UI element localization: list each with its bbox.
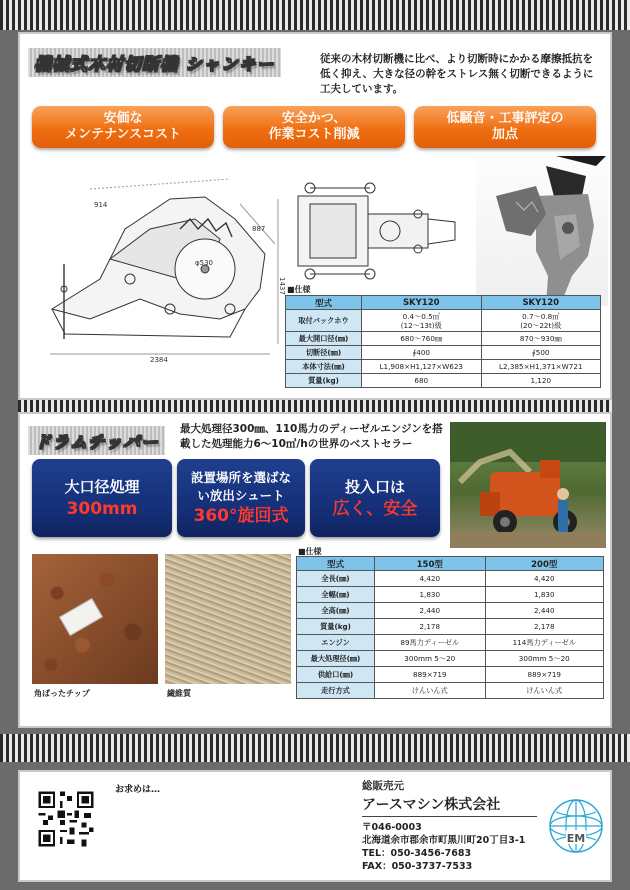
company-divider <box>362 816 537 817</box>
inquiry-label: お求めは… <box>115 785 161 795</box>
spec-cell: 680 <box>362 374 482 388</box>
shanky-feature-2 <box>223 106 405 148</box>
company-address-block <box>362 821 525 873</box>
tel[interactable]: TEL：050-3456-7683 <box>362 848 472 859</box>
fibrous-chip-caption: 繊維質 <box>167 689 191 698</box>
chipper-feature-2 <box>177 459 305 537</box>
chipper-spec-table <box>296 556 604 699</box>
spec-header-a: SKY120 <box>362 296 482 310</box>
spec-cell: 0.4～0.5㎥ (12～13t)級 <box>362 310 482 332</box>
spec-row-label: 全幅(㎜) <box>297 587 375 603</box>
dim-1437: 1437 <box>278 277 286 295</box>
spec-cell: 300mm 5～20 <box>375 651 486 667</box>
spec-cell: 870～930㎜ <box>481 332 601 346</box>
spec-cell: 889×719 <box>485 667 603 683</box>
svg-text:EM: EM <box>566 832 586 845</box>
shanky-panel <box>18 32 612 400</box>
spec-cell: けんいん式 <box>375 683 486 699</box>
shanky-intro: 従来の木材切断機に比べ、より切断時にかかる摩擦抵抗を低く抑え、大きな径の幹をストレス無く切断できるように工夫しています。 <box>320 53 594 95</box>
feature-2-line1: 安全かつ、 <box>281 111 347 126</box>
angular-chip-photo-detail <box>59 598 103 636</box>
shanky-feature-3 <box>414 106 596 148</box>
spec-row-label: 本体寸法(㎜) <box>286 360 362 374</box>
angular-chip-photo <box>32 554 158 684</box>
shanky-spec-table <box>285 295 601 388</box>
spec-header-b: 200型 <box>485 557 603 571</box>
shanky-side-drawing <box>30 159 285 364</box>
spec-row-label: 供給口(㎜) <box>297 667 375 683</box>
spec-row-label: 走行方式 <box>297 683 375 699</box>
spec-cell: 4,420 <box>485 571 603 587</box>
spec-cell: 0.7～0.8㎥ (20～22t)級 <box>481 310 601 332</box>
spec-cell: 2,178 <box>485 619 603 635</box>
shanky-spec-caption: ■仕様 <box>287 285 311 294</box>
feature-1-line1: 安価な <box>103 111 143 126</box>
spec-header-model: 型式 <box>297 557 375 571</box>
spec-cell: 680～760㎜ <box>362 332 482 346</box>
feature-3-red: 広く、安全 <box>332 499 418 519</box>
spec-cell: 89馬力ディーゼル <box>375 635 486 651</box>
fax: FAX：050-3737-7533 <box>362 861 473 872</box>
shanky-feature-1 <box>32 106 214 148</box>
angular-chip-caption: 角ばったチップ <box>34 689 90 698</box>
shanky-photo <box>476 156 608 306</box>
spec-cell: ∮500 <box>481 346 601 360</box>
feature-3-white: 投入口は <box>344 478 405 496</box>
qr-code-icon[interactable] <box>36 789 96 849</box>
spec-header-b: SKY120 <box>481 296 601 310</box>
top-stripe-band <box>0 0 630 30</box>
spec-row-label: 最大処理径(㎜) <box>297 651 375 667</box>
feature-2-line2: 作業コスト削減 <box>268 127 360 142</box>
spec-cell: 300mm 5～20 <box>485 651 603 667</box>
spec-row-label: 質量(kg) <box>297 619 375 635</box>
feature-2-red: 360°旋回式 <box>193 506 289 526</box>
shanky-top-drawing <box>290 174 465 284</box>
spec-row-label: 質量(kg) <box>286 374 362 388</box>
spec-row-label: エンジン <box>297 635 375 651</box>
feature-3-line2: 加点 <box>491 127 518 142</box>
bottom-stripe-band <box>0 734 630 762</box>
shanky-title: 機械式木材切断機 シャンキー <box>28 48 281 77</box>
dim-887: 887 <box>252 225 266 233</box>
spec-header-model: 型式 <box>286 296 362 310</box>
feature-2-white: 設置場所を選ばない放出シュート <box>190 470 291 503</box>
spec-cell: 1,830 <box>375 587 486 603</box>
feature-1-line2: メンテナンスコスト <box>65 127 181 142</box>
spec-cell: 1,120 <box>481 374 601 388</box>
company-name: アースマシン株式会社 <box>362 797 501 813</box>
spec-cell: けんいん式 <box>485 683 603 699</box>
spec-cell: 2,178 <box>375 619 486 635</box>
chipper-panel <box>18 412 612 728</box>
section-separator <box>18 400 612 412</box>
chipper-feature-1 <box>32 459 172 537</box>
fibrous-chip-photo <box>165 554 291 684</box>
earth-machine-logo-icon <box>548 798 604 854</box>
spec-cell: L2,385×H1,371×W721 <box>481 360 601 374</box>
spec-cell: 2,440 <box>375 603 486 619</box>
spec-cell: L1,908×H1,127×W623 <box>362 360 482 374</box>
dim-2384: 2384 <box>150 356 168 364</box>
seller-label: 総販売元 <box>362 780 404 792</box>
spec-cell: 4,420 <box>375 571 486 587</box>
chipper-spec-caption: ■仕様 <box>298 547 322 556</box>
spec-header-a: 150型 <box>375 557 486 571</box>
contact-footer <box>18 770 612 882</box>
spec-row-label: 全長(㎜) <box>297 571 375 587</box>
address: 北海道余市郡余市町黒川町20丁目3-1 <box>362 835 526 846</box>
chipper-feature-3 <box>310 459 440 537</box>
spec-row-label: 最大開口径(㎜) <box>286 332 362 346</box>
spec-row-label: 取付バックホウ <box>286 310 362 332</box>
spec-cell: 889×719 <box>375 667 486 683</box>
dim-914: 914 <box>94 201 108 209</box>
dim-530: φ530 <box>195 259 213 267</box>
spec-row-label: 全高(㎜) <box>297 603 375 619</box>
feature-1-white: 大口径処理 <box>64 478 140 496</box>
spec-row-label: 切断径(㎜) <box>286 346 362 360</box>
chipper-intro: 最大処理径300㎜、110馬力のディーゼルエンジンを搭載した処理能力6～10㎥/hの世界のベストセラー <box>180 423 443 450</box>
zip-code: 〒046-0003 <box>362 822 422 833</box>
spec-cell: 2,440 <box>485 603 603 619</box>
spec-cell: 114馬力ディーゼル <box>485 635 603 651</box>
spec-cell: ∮400 <box>362 346 482 360</box>
feature-3-line1: 低騒音・工事評定の <box>446 111 564 126</box>
chipper-photo <box>450 422 606 548</box>
feature-1-red: 300mm <box>66 499 138 519</box>
spec-cell: 1,830 <box>485 587 603 603</box>
chipper-title: ドラムチッパー <box>28 426 165 455</box>
